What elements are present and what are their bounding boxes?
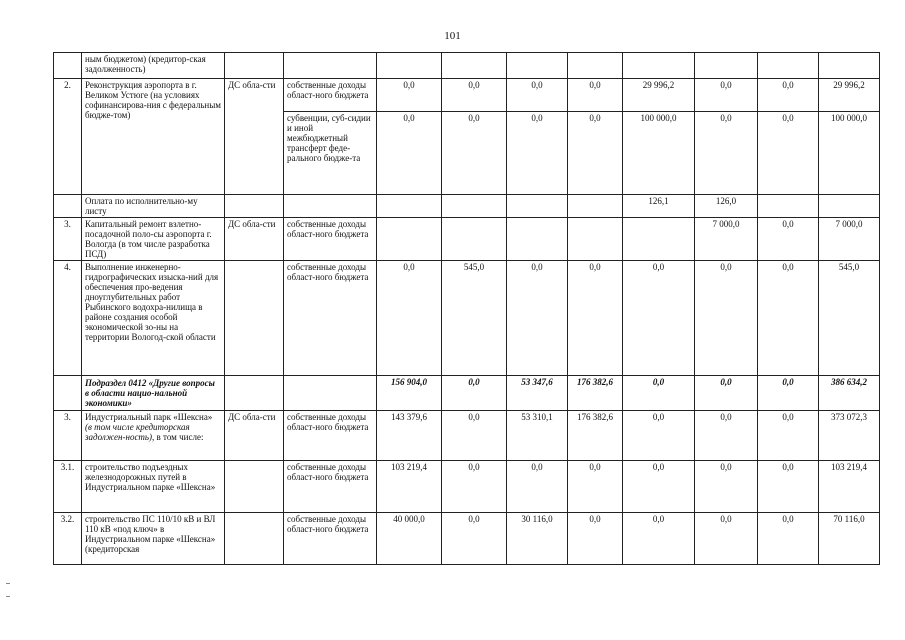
value-cell [377,53,442,79]
value-cell: 0,0 [507,261,568,376]
row-executor: ДС обла-сти [225,411,284,461]
table-row [54,79,880,112]
value-cell: 0,0 [758,461,819,513]
value-cell: 126,0 [695,195,758,218]
value-cell: 70 116,0 [819,513,880,565]
value-cell: 0,0 [568,261,623,376]
row-name: Подраздел 0412 «Другие вопросы в области нацио-нальной экономики» [82,376,225,411]
value-cell: 0,0 [442,79,507,112]
row-name: строительство ПС 110/10 кВ и ВЛ 110 кВ «под ключ» в Индустриальном парке «Шексна» (кредиторская [82,513,225,565]
value-cell: 0,0 [442,461,507,513]
row-number: 3. [54,411,82,461]
funding-source: собственные доходы област-ного бюджета [284,461,377,513]
value-cell [758,195,819,218]
value-cell: 0,0 [623,261,695,376]
row-number [54,376,82,411]
value-cell: 143 379,6 [377,411,442,461]
value-cell [507,195,568,218]
value-cell: 0,0 [442,112,507,195]
row-number [54,53,82,79]
value-cell: 0,0 [758,218,819,261]
row-executor [225,376,284,411]
value-cell: 0,0 [568,461,623,513]
value-cell [623,218,695,261]
value-cell: 0,0 [507,112,568,195]
row-name-text: , в том числе: [152,432,204,442]
value-cell [568,53,623,79]
value-cell: 373 072,3 [819,411,880,461]
value-cell: 176 382,6 [568,411,623,461]
value-cell: 156 904,0 [377,376,442,411]
table-row [54,376,880,411]
table-row [54,411,880,461]
value-cell: 0,0 [695,261,758,376]
value-cell: 0,0 [568,112,623,195]
value-cell: 0,0 [695,461,758,513]
value-cell: 0,0 [442,376,507,411]
row-name [82,411,225,461]
value-cell: 0,0 [695,79,758,112]
value-cell: 0,0 [568,513,623,565]
value-cell: 100 000,0 [623,112,695,195]
value-cell: 0,0 [568,79,623,112]
row-executor [225,261,284,376]
value-cell: 0,0 [758,411,819,461]
value-cell: 0,0 [442,513,507,565]
value-cell: 0,0 [507,79,568,112]
value-cell: 0,0 [377,112,442,195]
value-cell: 0,0 [442,411,507,461]
table-row [54,218,880,261]
funding-source [284,376,377,411]
value-cell: 386 634,2 [819,376,880,411]
value-cell: 0,0 [695,411,758,461]
value-cell [568,195,623,218]
scan-mark [6,596,10,597]
value-cell [695,53,758,79]
value-cell: 0,0 [623,411,695,461]
budget-table [53,52,880,565]
value-cell: 0,0 [695,513,758,565]
funding-source: собственные доходы област-ного бюджета [284,79,377,112]
scan-mark [6,583,10,584]
value-cell: 0,0 [623,513,695,565]
row-executor [225,461,284,513]
value-cell: 7 000,0 [695,218,758,261]
value-cell: 0,0 [695,112,758,195]
value-cell [507,53,568,79]
value-cell: 29 996,2 [819,79,880,112]
value-cell: 176 382,6 [568,376,623,411]
value-cell [623,53,695,79]
table-row [54,195,880,218]
value-cell [442,218,507,261]
funding-source: собственные доходы област-ного бюджета [284,513,377,565]
row-name: Реконструкция аэропорта в г. Великом Устюге (на условиях софинансирова-ния с федеральным бюдже-том) [82,79,225,195]
row-number [54,195,82,218]
value-cell: 0,0 [758,513,819,565]
value-cell: 126,1 [623,195,695,218]
value-cell: 53 310,1 [507,411,568,461]
value-cell: 40 000,0 [377,513,442,565]
row-name-italic: (в том числе кредиторская задолжен-ность) [85,422,190,442]
row-number: 3. [54,218,82,261]
row-number: 2. [54,79,82,195]
funding-source: собственные доходы област-ного бюджета [284,261,377,376]
table-row [54,53,880,79]
row-name: Капитальный ремонт взлетно-посадочной поло-сы аэропорта г. Вологда (в том числе разработка ПСД) [82,218,225,261]
row-number: 3.2. [54,513,82,565]
value-cell [377,218,442,261]
row-name: Оплата по исполнительно-му листу [82,195,225,218]
value-cell [377,195,442,218]
value-cell: 0,0 [758,261,819,376]
row-name: ным бюджетом) (кредитор-ская задолженность) [82,53,225,79]
value-cell: 545,0 [819,261,880,376]
page-number: 101 [444,30,461,42]
value-cell: 0,0 [758,376,819,411]
value-cell: 53 347,6 [507,376,568,411]
value-cell: 0,0 [758,112,819,195]
row-executor [225,53,284,79]
row-name: Выполнение инженерно-гидрографических изыска-ний для обеспечения про-ведения дноуглубительных работ Рыбинского водохра-нилища в районе создания особой экономической зо-ны на территории Вологод-ской области [82,261,225,376]
row-executor: ДС обла-сти [225,218,284,261]
row-executor: ДС обла-сти [225,79,284,195]
value-cell: 0,0 [695,376,758,411]
value-cell: 0,0 [377,79,442,112]
funding-source: собственные доходы област-ного бюджета [284,218,377,261]
value-cell: 30 116,0 [507,513,568,565]
value-cell: 0,0 [758,79,819,112]
value-cell [758,53,819,79]
value-cell: 29 996,2 [623,79,695,112]
value-cell: 103 219,4 [819,461,880,513]
value-cell: 100 000,0 [819,112,880,195]
value-cell: 545,0 [442,261,507,376]
table-row [54,513,880,565]
row-name-text: Индустриальный парк «Шексна» [85,412,213,422]
value-cell [442,53,507,79]
value-cell [819,195,880,218]
value-cell [568,218,623,261]
funding-source [284,53,377,79]
value-cell: 0,0 [623,461,695,513]
value-cell: 103 219,4 [377,461,442,513]
row-name: строительство подъездных железнодорожных путей в Индустриальном парке «Шексна» [82,461,225,513]
row-number: 4. [54,261,82,376]
value-cell: 7 000,0 [819,218,880,261]
value-cell: 0,0 [623,376,695,411]
table-row [54,461,880,513]
table-row [54,261,880,376]
funding-source [284,195,377,218]
value-cell: 0,0 [377,261,442,376]
row-executor [225,513,284,565]
funding-source: собственные доходы област-ного бюджета [284,411,377,461]
value-cell [819,53,880,79]
value-cell: 0,0 [507,461,568,513]
value-cell [507,218,568,261]
value-cell [442,195,507,218]
funding-source: субвенции, суб-сидии и иной межбюджетный трансферт феде-рального бюдже-та [284,112,377,195]
row-number: 3.1. [54,461,82,513]
row-executor [225,195,284,218]
